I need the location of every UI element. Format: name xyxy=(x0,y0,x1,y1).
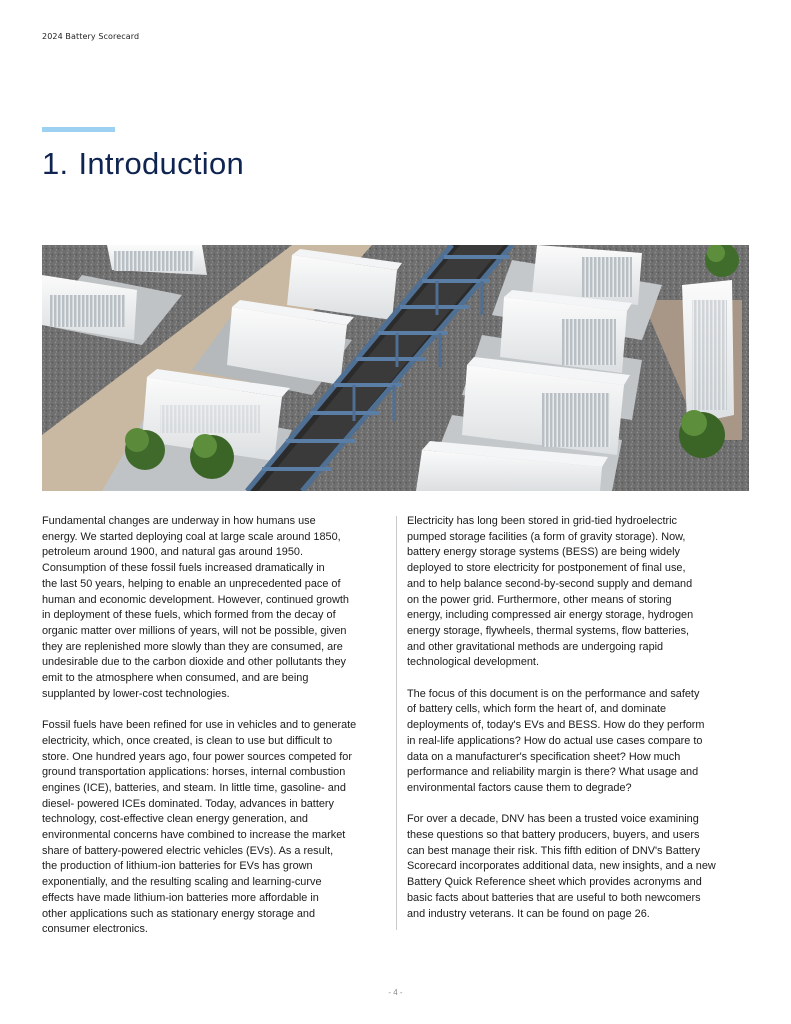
battery-storage-illustration xyxy=(42,245,749,491)
page-number: - 4 - xyxy=(388,988,403,997)
paragraph: The focus of this document is on the performance and safety of battery cells, which form the heart of, and dominate deployments of, today's EVs and BESS. How do they perform in real-life applications? How do actual use cases compare to data on a manufacturer's specification sheet? How much performance and reliability margin is there? What usage and environmental factors cause them to degrade? xyxy=(407,687,705,794)
section-title-text: Introduction xyxy=(78,146,245,181)
running-header: 2024 Battery Scorecard xyxy=(42,32,140,41)
column-divider xyxy=(396,516,397,930)
body-column-right xyxy=(407,514,752,938)
section-accent-bar xyxy=(42,127,115,132)
paragraph: Fossil fuels have been refined for use in vehicles and to generate electricity, which, once created, is clean to use but difficult to store. One hundred years ago, four power sources competed for ground transportation applications: horses, internal combustion engines (ICE), batteries, and steam. In little time, gasoline- and diesel- powered ICEs dominated. Today, advances in battery technology, cost-effective clean energy generation, and environmental concerns have combined to increase the market share of battery-powered electric vehicles (EVs). As a result, the production of lithium-ion batteries for EVs has grown exponentially, and the resulting scaling and learning-curve effects have made lithium-ion batteries more affordable in other applications such as stationary energy storage and consumer electronics. xyxy=(42,719,357,936)
paragraph: Fundamental changes are underway in how humans use energy. We started deploying coal at large scale around 1850, petroleum around 1900, and natural gas around 1950. Consumption of these fossil fuels increased dramatically in the last 50 years, helping to enable an unprecedented pace of human and economic development. However, continued growth in deployment of these fuels, which formed from the decay of organic matter over millions of years, will not be possible, given they are replenished more slowly than they are consumed, are undesirable due to the carbon dioxide and other pollutants they emit to the atmosphere when consumed, and are being supplanted by lower-cost technologies. xyxy=(42,515,349,700)
battery-cabinet xyxy=(107,245,207,275)
hero-image xyxy=(42,245,749,491)
battery-cabinet xyxy=(682,280,734,425)
body-column-left xyxy=(42,514,387,954)
section-number: 1. xyxy=(42,146,69,181)
paragraph: Electricity has long been stored in grid-tied hydroelectric pumped storage facilities (a form of gravity storage). Now, battery energy storage systems (BESS) are being widely deployed to store electricity for postponement of final use, and to help balance second-by-second supply and demand on the power grid. Furthermore, other means of storing energy, including compressed air energy storage, hydrogen energy storage, flywheels, thermal systems, flow batteries, and other gravitational methods are undergoing rapid technological development. xyxy=(407,515,694,669)
section-title xyxy=(42,146,244,182)
paragraph: For over a decade, DNV has been a trusted voice examining these questions so that battery producers, buyers, and users can best manage their risk. This fifth edition of DNV's Battery Scorecard incorporates additional data, new insights, and a new Battery Quick Reference sheet which provides acronyms and basic facts about batteries that are useful to both newcomers and industry veterans. It can be found on page 26. xyxy=(407,813,716,920)
